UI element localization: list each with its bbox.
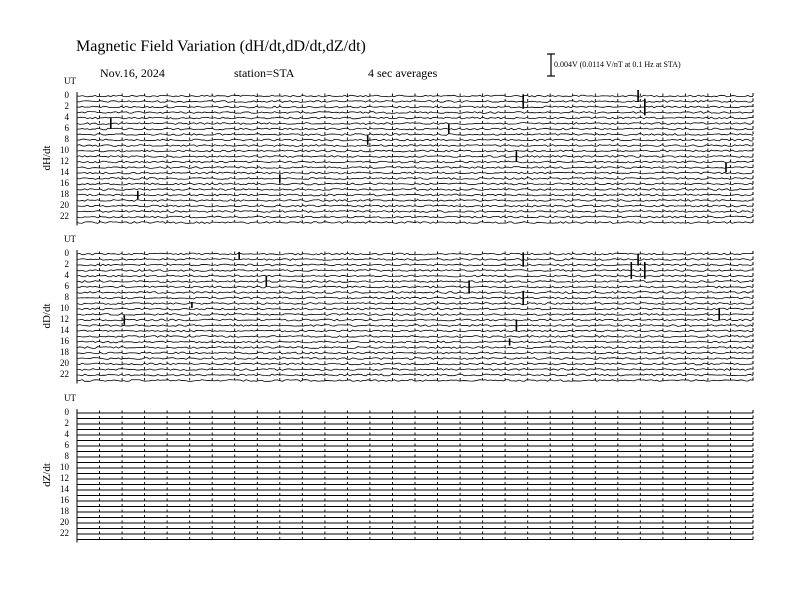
panel-ylabel: dD/dt [41,303,53,329]
hour-tick-label: 2 [64,101,69,111]
date-label: Nov.16, 2024 [100,66,165,80]
hour-tick-label: 8 [64,451,69,461]
hour-tick-label: 16 [60,495,69,505]
hour-tick-label: 16 [60,178,69,188]
ut-axis-label: UT [64,393,76,403]
hour-tick-label: 18 [60,347,69,357]
hour-tick-label: 20 [60,358,69,368]
hour-tick-label: 14 [60,484,69,494]
hour-tick-label: 14 [60,167,69,177]
hour-tick-label: 6 [64,281,69,291]
averaging-label: 4 sec averages [368,66,438,80]
page-title: Magnetic Field Variation (dH/dt,dD/dt,dZ/dt) [76,38,366,55]
hour-tick-label: 6 [64,440,69,450]
ut-axis-label: UT [64,234,76,244]
hour-tick-label: 22 [60,211,69,221]
hour-tick-label: 2 [64,259,69,269]
scale-bar-label: 0.004V (0.0114 V/nT at 0.1 Hz at STA) [554,60,681,69]
hour-tick-label: 12 [60,156,69,166]
hour-tick-label: 22 [60,528,69,538]
hour-tick-label: 0 [64,248,69,258]
ut-axis-label: UT [64,76,76,86]
hour-tick-label: 16 [60,336,69,346]
hour-tick-label: 12 [60,473,69,483]
hour-tick-label: 10 [60,145,69,155]
panel-dZ-dt [77,409,753,543]
hour-tick-label: 20 [60,517,69,527]
hour-tick-label: 18 [60,189,69,199]
hour-tick-label: 6 [64,123,69,133]
scale-bar [547,54,555,76]
hour-tick-label: 4 [64,429,69,439]
hour-tick-label: 10 [60,303,69,313]
hour-tick-label: 8 [64,292,69,302]
hour-tick-label: 14 [60,325,69,335]
hour-tick-label: 4 [64,270,69,280]
hour-tick-label: 0 [64,407,69,417]
hour-tick-label: 12 [60,314,69,324]
panel-ylabel: dH/dt [41,145,53,171]
hour-tick-label: 8 [64,134,69,144]
hour-tick-label: 20 [60,200,69,210]
hour-tick-label: 18 [60,506,69,516]
hour-tick-label: 10 [60,462,69,472]
panel-ylabel: dZ/dt [41,463,53,488]
panel-dD-dt [77,250,753,384]
hour-tick-label: 0 [64,90,69,100]
hour-tick-label: 4 [64,112,69,122]
station-label: station=STA [234,66,295,80]
hour-tick-label: 22 [60,369,69,379]
hour-tick-label: 2 [64,418,69,428]
